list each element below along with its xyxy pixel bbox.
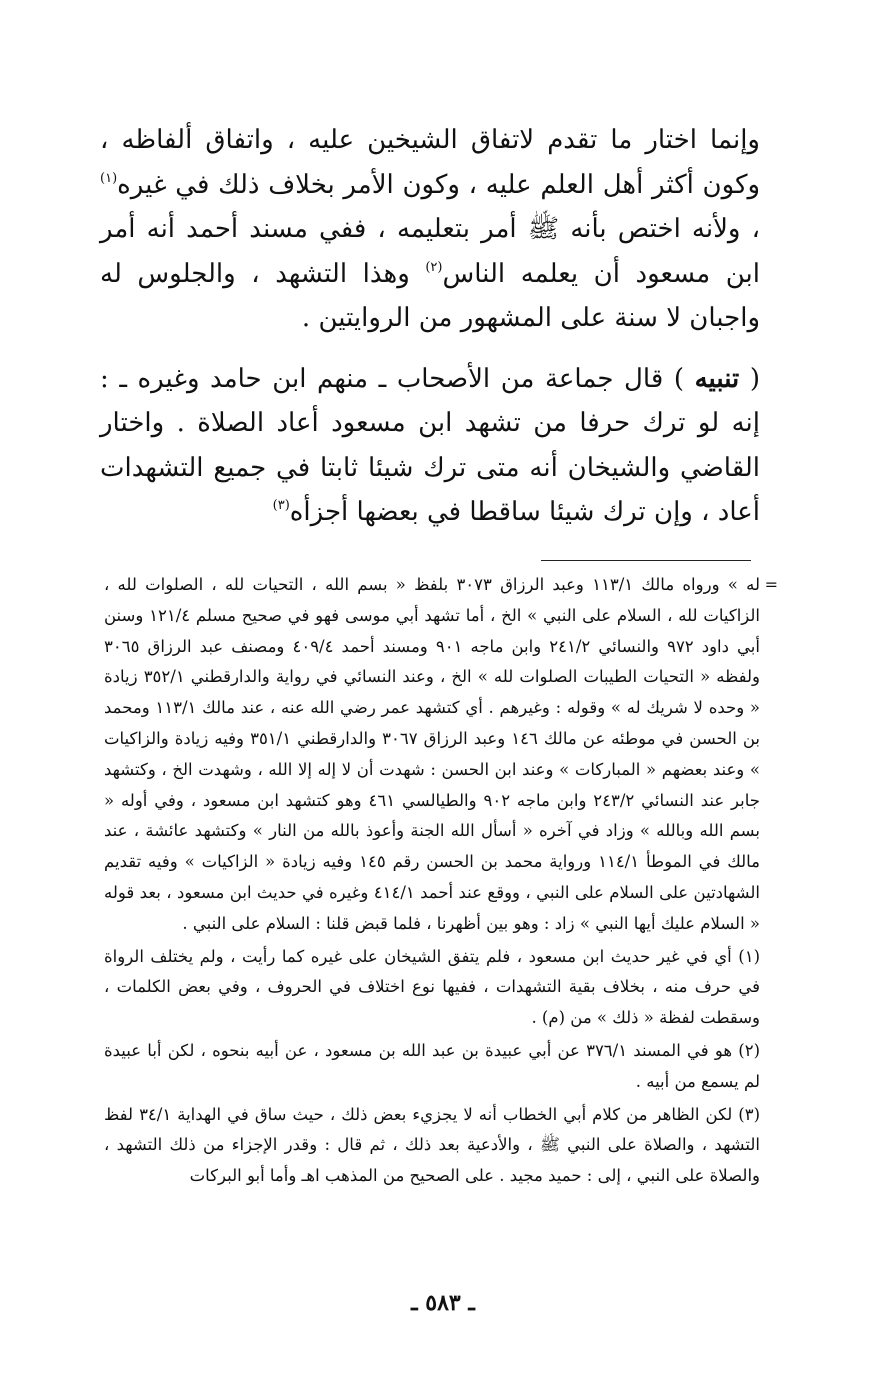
main-paragraph-1 <box>100 118 760 341</box>
footnotes-block <box>104 570 778 1192</box>
main-text-block <box>100 118 760 535</box>
text-line: أحمد أنه أمر ابن مسعود أن يعلمه الناس <box>100 214 761 289</box>
footnote-ref-3: (٣) <box>272 498 290 513</box>
footnote-2: (٢) هو في المسند ٣٧٦/١ عن أبي عبيدة بن عبد الله بن مسعود ، عن أبيه بنحوه ، لكن أبا عبيدة لم يسمع من أبيه . <box>104 1040 760 1091</box>
footnote-continuation-text: له » ورواه مالك ١١٣/١ وعبد الرزاق ٣٠٧٣ بلفظ « بسم الله ، التحيات لله ، الصلوات لله ، الزاكيات لله ، السلام على النبي » الخ ، أما تشهد أبي موسى فهو في صحيح مسلم ١٢١/٤ وسنن أبي داود ٩٧٢ والنسائي ٢٤١/٢ وابن ماجه ٩٠١ ومسند أحمد ٤٠٩/٤ ومصنف عبد الرزاق ٣٠٦٥ ولفظه « التحيات الطيبات الصلوات لله » الخ ، وعند النسائي في رواية والدارقطني ٣٥٢/١ زيادة « وحده لا شريك له » وقوله : وغيرهم . أي كتشهد عمر رضي الله عنه ، عند مالك ١١٣/١ ومحمد بن الحسن في موطئه عن مالك ١٤٦ وعبد الرزاق ٣٠٦٧ والدارقطني ٣٥١/١ وفيه زيادة والزاكيات » وعند بعضهم « المباركات » وعند ابن الحسن : شهدت أن لا إله إلا الله ، وشهدت الخ ، وكتشهد جابر عند النسائي ٢٤٣/٢ وابن ماجه ٩٠٢ والطيالسي ٤٦١ وهو كتشهد ابن مسعود ، وفي أوله « بسم الله وبالله » وزاد في آخره « أسأل الله الجنة وأعوذ بالله من النار » وكتشهد عائشة ، عند مالك في الموطأ ١١٤/١ ورواية محمد بن الحسن رقم ١٤٥ وفيه زيادة « الزاكيات » وفيه تقديم الشهادتين على السلام على النبي ، ووقع عند أحمد ٤١٤/١ وغيره في حديث ابن مسعود ، بعد قوله « السلام عليك أيها النبي » زاد : وهو بين أظهرنا ، فلما قبض قلنا : السلام على النبي . <box>104 575 761 933</box>
text-line: وكون أكثر أهل العلم عليه ، وكون الأمر بخلاف ذلك في <box>175 169 760 200</box>
footnote-ref-2: (٢) <box>425 259 443 275</box>
text-line: التشهدات أعاد ، وإن ترك شيئا ساقطا في بعضها أجزأه <box>100 452 760 527</box>
footnote-continuation <box>104 570 778 940</box>
main-text <box>100 118 760 535</box>
paren-close: ) <box>673 363 695 394</box>
footnote-1: (١) أي في غير حديث ابن مسعود ، فلم يتفق الشيخان على غيره كما رأيت ، ولم يختلف الرواة في حرف منه ، بخلاف بقية التشهدات ، ففيها نوع اختلاف في الحروف ، وفي بعض الكلمات ، وسقطت لفظة « ذلك » من (م) . <box>104 946 760 1028</box>
text-line: وإنما اختار ما تقدم لاتفاق الشيخين عليه ، واتفاق ألفاظه ، <box>100 125 760 155</box>
footnote-3: (٣) لكن الظاهر من كلام أبي الخطاب أنه لا يجزيء بعض ذلك ، حيث ساق في الهداية ٣٤/١ لفظ التشهد ، والصلاة على النبي ﷺ ، والأدعية بعد ذلك ، ثم قال : وقدر الإجزاء من ذلك التشهد ، والصلاة على النبي ، إلى : حميد مجيد . على الصحيح من المذهب اهـ وأما أبو البركات <box>104 1104 760 1186</box>
continuation-mark: = <box>764 575 778 594</box>
footnote-ref-1: (١) <box>100 170 118 186</box>
main-paragraph-2 <box>100 357 760 535</box>
page-number: ـ ٥٨٣ ـ <box>411 1290 475 1316</box>
paren-open: ( <box>739 363 760 394</box>
text-line: والجلوس له واجبان لا سنة على المشهور من الروايتين . <box>100 258 760 333</box>
text-line: غيره <box>117 169 167 200</box>
text-line: وهذا التشهد ، <box>251 258 426 289</box>
text-line: ، ولأنه اختص بأنه ﷺ أمر بتعليمه ، ففي مسند <box>249 214 761 244</box>
text-line: قال جماعة من الأصحاب ـ منهم ابن حامد وغيره <box>137 363 674 394</box>
text-line: ـ : إنه لو ترك حرفا من تشهد ابن مسعود أعاد الصلاة . <box>100 363 761 438</box>
notice-heading: تنبيه <box>694 363 740 394</box>
text-line: واختار القاضي والشيخان أنه متى ترك شيئا ثابتا في جميع <box>100 408 760 483</box>
footnote-separator <box>541 560 751 561</box>
